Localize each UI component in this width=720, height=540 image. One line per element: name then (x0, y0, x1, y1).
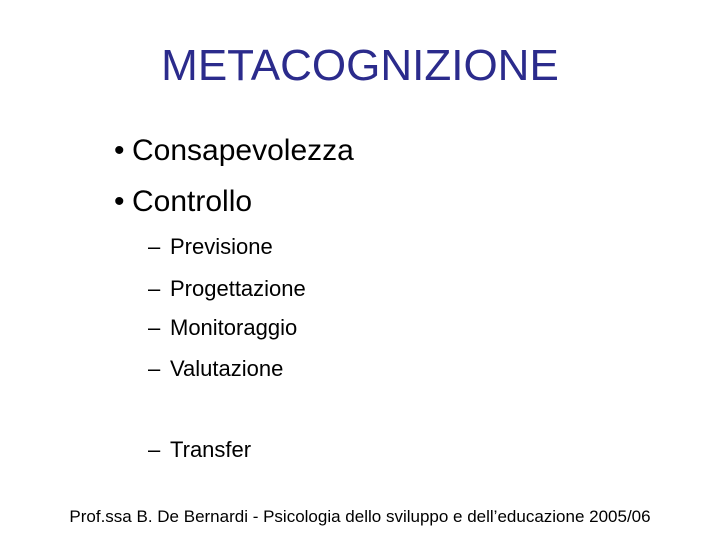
bullet-marker: • (114, 185, 125, 218)
bullet-consapevolezza (114, 133, 354, 169)
subitem-marker: – (148, 234, 161, 259)
subitem-previsione (148, 234, 273, 260)
bullet-controllo (114, 184, 252, 220)
subitem-text: Monitoraggio (170, 315, 298, 340)
subitem-marker: – (148, 356, 161, 381)
bullet-text: Consapevolezza (132, 134, 354, 167)
subitem-marker: – (148, 437, 161, 462)
subitem-text: Transfer (170, 437, 252, 462)
bullet-text: Controllo (132, 185, 253, 218)
subitem-valutazione (148, 356, 283, 382)
subitem-progettazione (148, 276, 306, 302)
slide-footer: Prof.ssa B. De Bernardi - Psicologia dello sviluppo e dell’educazione 2005/06 (69, 507, 651, 526)
subitem-marker: – (148, 276, 161, 301)
slide-title: METACOGNIZIONE (161, 41, 559, 90)
subitem-transfer (148, 437, 251, 463)
subitem-text: Progettazione (170, 276, 306, 301)
subitem-text: Previsione (170, 234, 273, 259)
subitem-text: Valutazione (170, 356, 284, 381)
subitem-monitoraggio (148, 315, 297, 341)
subitem-marker: – (148, 315, 161, 340)
bullet-marker: • (114, 134, 125, 167)
